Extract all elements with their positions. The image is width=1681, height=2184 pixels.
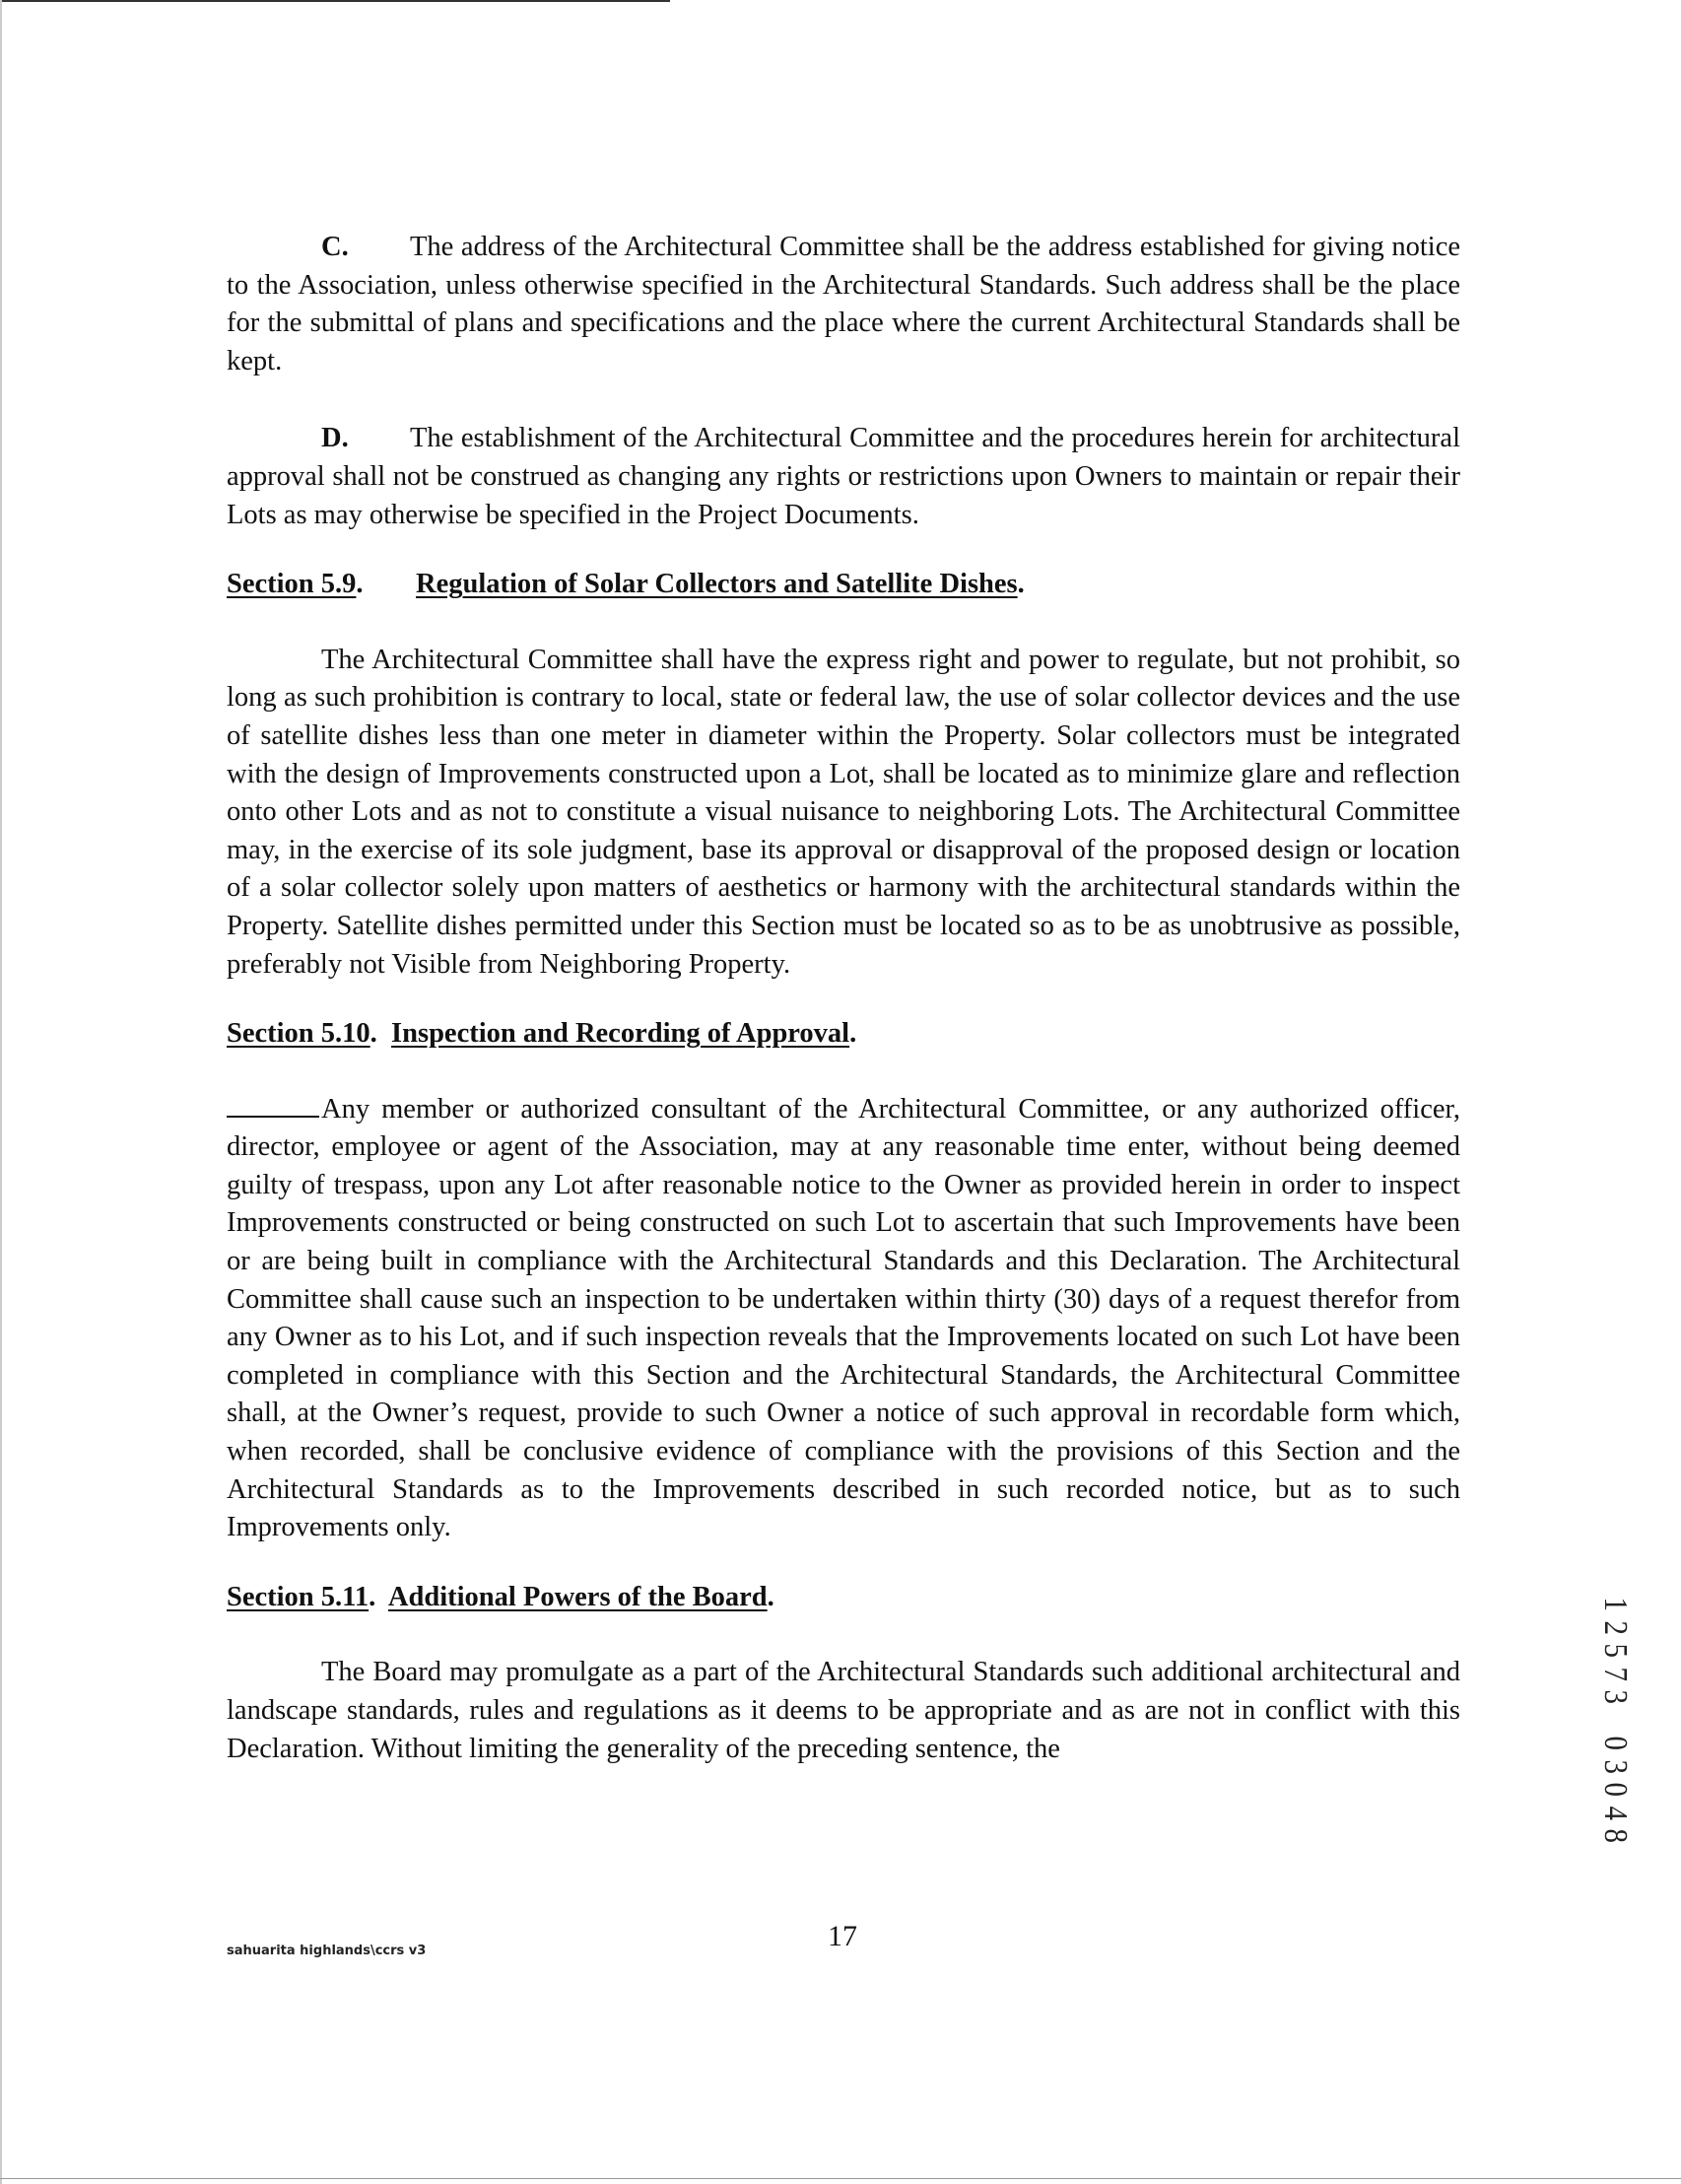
stamp-digit: 2	[1596, 1620, 1634, 1635]
blank-underline	[227, 1094, 319, 1118]
stamp-digit: 8	[1596, 1828, 1634, 1843]
section-5-10-number: Section 5.10	[227, 1018, 370, 1050]
section-5-9-heading: Section 5.9. Regulation of Solar Collectors and Satellite Dishes.	[227, 569, 1025, 600]
stamp-digit: 0	[1596, 1782, 1634, 1797]
section-5-11-heading: Section 5.11. Additional Powers of the Board.	[227, 1581, 774, 1612]
stamp-digit: 4	[1596, 1806, 1634, 1820]
stamp-digit: 0	[1596, 1736, 1634, 1750]
paragraph-d-text: The establishment of the Architectural Committee and the procedures herein for architectural approval shall not be construed as changing any rights or restrictions upon Owners to maintain or repair their Lots as may otherwise be specified in the Project Documents.	[227, 423, 1460, 530]
stamp-digit: 1	[1596, 1597, 1634, 1611]
stamp-digit: 3	[1596, 1689, 1634, 1704]
section-5-11-body: The Board may promulgate as a part of the Architectural Standards such additional architectural and landscape standards, rules and regulations as it deems to be appropriate and as are not in conflict with this Declaration. Without limiting the generality of the preceding sentence, the	[227, 1657, 1460, 1764]
recording-stamp-part1	[1596, 1593, 1634, 1709]
paragraph-d-marker: D.	[321, 423, 349, 454]
stamp-digit: 3	[1596, 1759, 1634, 1774]
footer-file-path: sahuarita highlands\ccrs v3	[227, 1944, 427, 1958]
document-body	[227, 229, 1460, 1768]
stamp-digit: 7	[1596, 1667, 1634, 1681]
scan-artifact-bottom-line	[0, 2178, 1681, 2179]
paragraph-d	[227, 420, 1460, 534]
section-5-9-title: Regulation of Solar Collectors and Satellite Dishes	[416, 569, 1018, 600]
section-5-10-body	[227, 1091, 1460, 1547]
section-5-10-body-text: Any member or authorized consultant of the Architectural Committee, or any authorized officer, director, employee or agent of the Association, may at any reasonable time enter, without being deemed guilty of trespass, upon any Lot after reasonable notice to the Owner as provided herein in order to inspect Improvements constructed or being constructed on such Lot to ascertain that such Improvements have been or are being built in compliance with the Architectural Standards and this Declaration. The Architectural Committee shall cause such an inspection to be undertaken within thirty (30) days of a request therefor from any Owner as to his Lot, and if such inspection reveals that the Improvements located on such Lot have been completed in compliance with this Section and the Architectural Standards, the Architectural Committee shall, at the Owner’s request, provide to such Owner a notice of such approval in recordable form which, when recorded, shall be conclusive evidence of compliance with the provisions of this Section and the Architectural Standards as to the Improvements described in such recorded notice, but as to such Improvements only.	[227, 1093, 1460, 1543]
page-number: 17	[828, 1920, 857, 1952]
paragraph-c	[227, 229, 1460, 380]
section-5-10-title: Inspection and Recording of Approval	[391, 1018, 850, 1050]
scan-artifact-left-edge	[0, 0, 2, 2184]
stamp-digit: 5	[1596, 1643, 1634, 1658]
paragraph-c-text: The address of the Architectural Committee shall be the address established for giving notice to the Association, unless otherwise specified in the Architectural Standards. Such address shall be the place for the submittal of plans and specifications and the place where the current Architectural Standards shall be kept.	[227, 232, 1460, 376]
paragraph-c-marker: C.	[321, 232, 349, 262]
section-5-9-body: The Architectural Committee shall have the express right and power to regulate, but not prohibit, so long as such prohibition is contrary to local, state or federal law, the use of solar collector devices and the use of satellite dishes less than one meter in diameter within the Property. Solar collectors must be integrated with the design of Improvements constructed upon a Lot, shall be located as to minimize glare and reflection onto other Lots and as not to constitute a visual nuisance to neighboring Lots. The Architectural Committee may, in the exercise of its sole judgment, base its approval or disapproval of the proposed design or location of a solar collector solely upon matters of aesthetics or harmony with the architectural standards within the Property. Satellite dishes permitted under this Section must be located so as to be as unobtrusive as possible, preferably not Visible from Neighboring Property.	[227, 644, 1460, 980]
recording-stamp-part2	[1596, 1732, 1634, 1848]
section-5-10-heading: Section 5.10. Inspection and Recording of Approval.	[227, 1018, 857, 1050]
scan-artifact-top-line	[0, 0, 670, 2]
section-5-11-number: Section 5.11	[227, 1581, 370, 1612]
section-5-9-number: Section 5.9	[227, 569, 357, 600]
section-5-11-title: Additional Powers of the Board	[387, 1581, 768, 1612]
